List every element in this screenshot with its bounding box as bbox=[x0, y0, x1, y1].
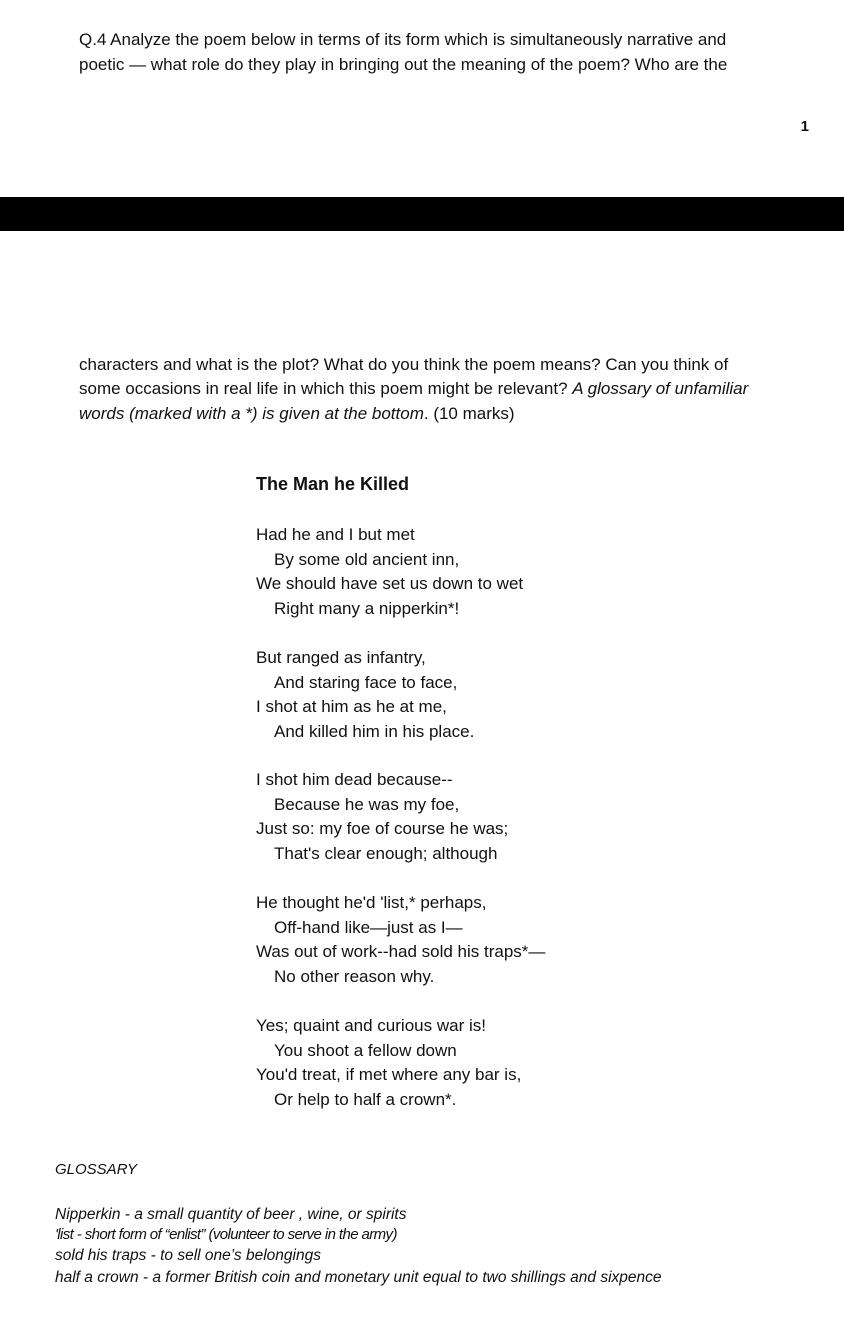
poem-line: Was out of work--had sold his traps*— bbox=[256, 942, 546, 962]
stanza-4 bbox=[256, 891, 545, 989]
stanza-5 bbox=[256, 1014, 521, 1112]
stanza-1 bbox=[256, 523, 523, 621]
poem-line: By some old ancient inn, bbox=[274, 549, 460, 569]
page-number: 1 bbox=[800, 118, 809, 135]
glossary-note-italic-2: words (marked with a *) is given at the bottom bbox=[79, 404, 424, 423]
page-break-band bbox=[0, 197, 844, 231]
poem-line: Had he and I but met bbox=[256, 525, 415, 544]
poem-line: But ranged as infantry, bbox=[256, 648, 426, 667]
poem-line: Just so: my foe of course he was; bbox=[256, 819, 509, 839]
poem-line: Yes; quaint and curious war is! bbox=[256, 1016, 486, 1035]
question-line-4 bbox=[79, 377, 748, 401]
question-line-2: poetic — what role do they play in bringing out the meaning of the poem? Who are the bbox=[79, 55, 728, 74]
poem-line: And staring face to face, bbox=[274, 672, 458, 692]
poem-line: I shot him dead because-- bbox=[256, 770, 453, 789]
poem-line: Right many a nipperkin*! bbox=[274, 598, 460, 618]
poem-line: And killed him in his place. bbox=[274, 721, 475, 741]
marks-note: . (10 marks) bbox=[423, 404, 515, 423]
poem-line: You shoot a fellow down bbox=[274, 1040, 457, 1060]
glossary-entry-crown: half a crown - a former British coin and monetary unit equal to two shillings and sixpence bbox=[55, 1269, 662, 1286]
poem-title: The Man he Killed bbox=[256, 474, 410, 494]
poem-line: No other reason why. bbox=[274, 966, 435, 986]
poem-line: Off-hand like—just as I— bbox=[274, 917, 463, 937]
glossary-note-italic: A glossary of unfamiliar bbox=[572, 379, 749, 398]
poem-line: That's clear enough; although bbox=[274, 843, 498, 863]
poem-line: Because he was my foe, bbox=[274, 794, 460, 814]
glossary-entry-list: 'list - short form of “enlist” (volunteer to serve in the army) bbox=[55, 1226, 397, 1243]
glossary-heading: GLOSSARY bbox=[55, 1161, 137, 1178]
question-line-5 bbox=[79, 402, 515, 426]
question-line-1: Q.4 Analyze the poem below in terms of its form which is simultaneously narrative and bbox=[79, 30, 727, 49]
stanza-3 bbox=[256, 768, 508, 866]
poem-line: You'd treat, if met where any bar is, bbox=[256, 1065, 522, 1085]
question-line-4-plain: some occasions in real life in which this poem might be relevant? bbox=[79, 379, 573, 398]
glossary-entry-traps: sold his traps - to sell one’s belongings bbox=[55, 1247, 321, 1264]
poem-line: We should have set us down to wet bbox=[256, 574, 524, 594]
poem-line: Or help to half a crown*. bbox=[274, 1089, 457, 1109]
poem-line: I shot at him as he at me, bbox=[256, 697, 447, 717]
poem-line: He thought he'd 'list,* perhaps, bbox=[256, 893, 487, 912]
glossary-entry-nipperkin: Nipperkin - a small quantity of beer , wine, or spirits bbox=[55, 1206, 407, 1223]
stanza-2 bbox=[256, 646, 474, 744]
question-line-3: characters and what is the plot? What do you think the poem means? Can you think of bbox=[79, 355, 729, 374]
